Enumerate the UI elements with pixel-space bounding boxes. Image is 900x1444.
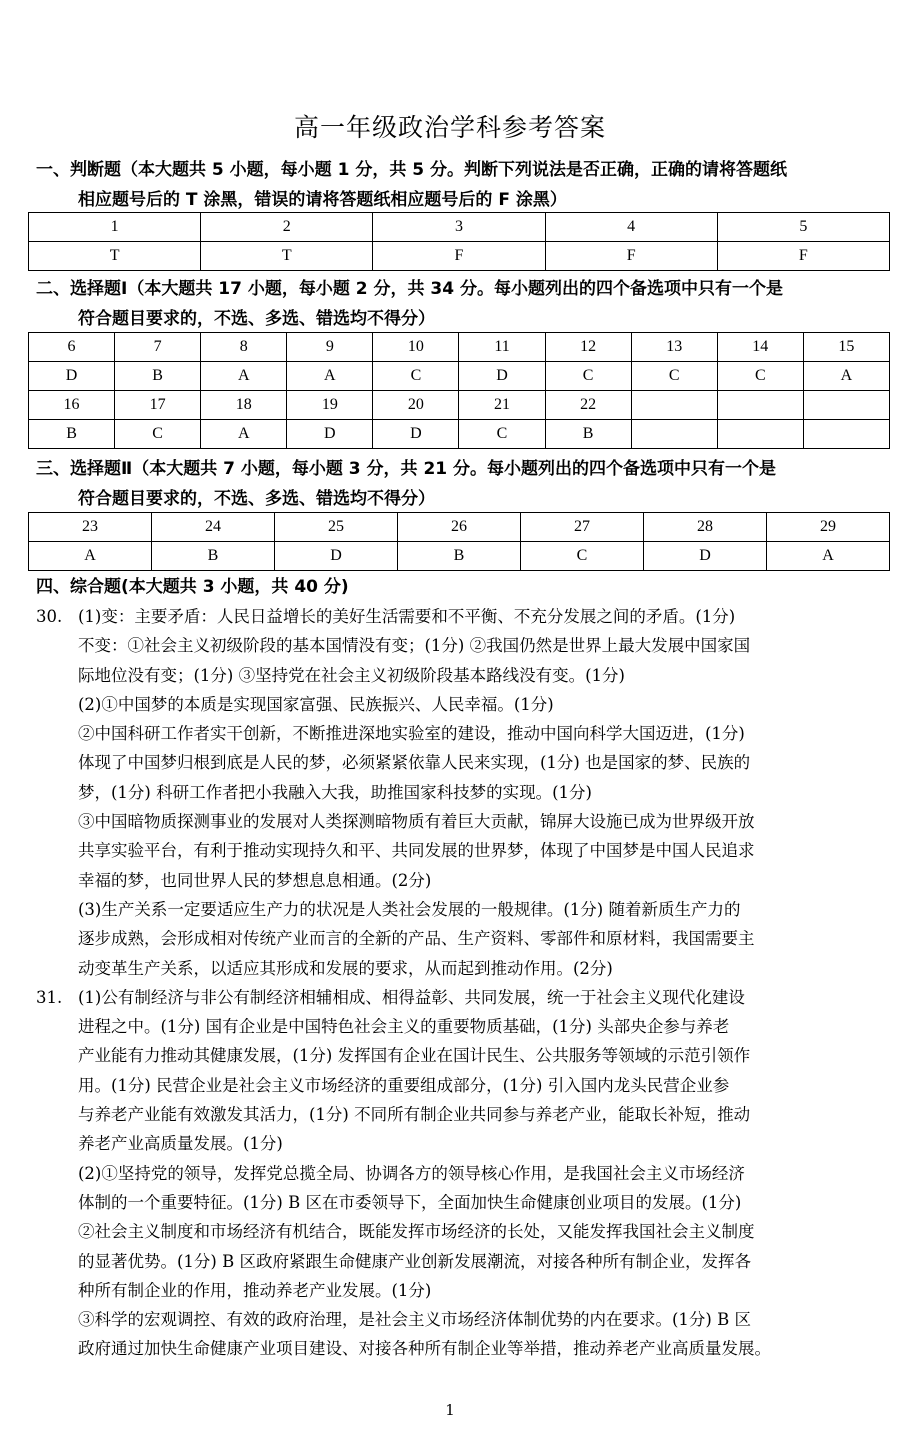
table-cell: B — [152, 542, 275, 571]
section3-heading-line2: 符合题目要求的，不选、多选、错选均不得分） — [78, 489, 435, 509]
table-cell: C — [521, 542, 644, 571]
table-cell: 13 — [631, 333, 717, 362]
table-cell — [631, 391, 717, 420]
table-cell: 3 — [373, 213, 545, 242]
answer-line: ②社会主义制度和市场经济有机结合，既能发挥市场经济的长处，又能发挥我国社会主义制度 — [78, 1222, 755, 1242]
section2-heading — [36, 274, 886, 334]
table-cell: B — [545, 420, 631, 449]
table-cell: T — [29, 242, 201, 271]
table-cell: 21 — [459, 391, 545, 420]
table-cell: F — [717, 242, 889, 271]
section4-heading: 四、综合题(本大题共 3 小题，共 40 分) — [36, 577, 349, 597]
section2-number-row-2 — [29, 391, 890, 420]
answer-line: ②中国科研工作者实干创新，不断推进深地实验室的建设，推动中国向科学大国迈进，(1分) — [78, 724, 745, 744]
table-cell: 14 — [717, 333, 803, 362]
table-cell: 25 — [275, 513, 398, 542]
table-cell: C — [631, 362, 717, 391]
table-cell: C — [373, 362, 459, 391]
table-cell: 1 — [29, 213, 201, 242]
section3-answer-row — [29, 542, 890, 571]
answer-line: 的显著优势。(1分) B 区政府紧跟生命健康产业创新发展潮流，对接各种所有制企业，发挥各 — [78, 1251, 751, 1271]
table-cell: 16 — [29, 391, 115, 420]
table-cell: C — [459, 420, 545, 449]
answer-line: 体现了中国梦归根到底是人民的梦，必须紧紧依靠人民来实现，(1分) 也是国家的梦、民族的 — [78, 753, 751, 773]
table-cell: 11 — [459, 333, 545, 362]
answer-line: (2)①中国梦的本质是实现国家富强、民族振兴、人民幸福。(1分) — [78, 694, 554, 714]
answer-line: 动变革生产关系，以适应其形成和发展的要求，从而起到推动作用。(2分) — [78, 958, 613, 978]
answer-line: (3)生产关系一定要适应生产力的状况是人类社会发展的一般规律。(1分) 随着新质生产力的 — [78, 899, 741, 919]
section3-answer-table — [28, 512, 890, 571]
table-cell: T — [201, 242, 373, 271]
question-number: 30. — [36, 607, 63, 626]
table-cell: 27 — [521, 513, 644, 542]
table-cell: 5 — [717, 213, 889, 242]
table-cell — [803, 391, 889, 420]
table-cell: B — [115, 362, 201, 391]
table-cell: A — [201, 362, 287, 391]
table-cell: 12 — [545, 333, 631, 362]
table-cell: 26 — [398, 513, 521, 542]
answer-line: 梦，(1分) 科研工作者把小我融入大我，助推国家科技梦的实现。(1分) — [78, 782, 592, 802]
answer-line: (1)公有制经济与非公有制经济相辅相成、相得益彰、共同发展，统一于社会主义现代化建设 — [78, 987, 745, 1007]
section3-number-row — [29, 513, 890, 542]
table-cell: F — [545, 242, 717, 271]
table-cell: 4 — [545, 213, 717, 242]
section1-heading — [36, 155, 886, 215]
answer-line: 产业能有力推动其健康发展，(1分) 发挥国有企业在国计民生、公共服务等领域的示范引领作 — [78, 1046, 751, 1066]
table-cell — [631, 420, 717, 449]
answer-line: 不变：①社会主义初级阶段的基本国情没有变；(1分) ②我国仍然是世界上最大发展中国家国 — [78, 636, 751, 656]
answer-line: 幸福的梦，也同世界人民的梦想息息相通。(2分) — [78, 870, 432, 890]
answer-line: (2)①坚持党的领导，发挥党总揽全局、协调各方的领导核心作用，是我国社会主义市场经济 — [78, 1163, 745, 1183]
answer-line: 共享实验平台，有利于推动实现持久和平、共同发展的世界梦，体现了中国梦是中国人民追求 — [78, 841, 755, 861]
section2-heading-line1: 二、选择题Ⅰ（本大题共 17 小题，每小题 2 分，共 34 分。每小题列出的四个备选项中只有一个是 — [36, 279, 783, 299]
section1-number-row — [29, 213, 890, 242]
table-cell: 7 — [115, 333, 201, 362]
question-30 — [36, 602, 884, 983]
table-cell: D — [29, 362, 115, 391]
answer-line: 逐步成熟，会形成相对传统产业而言的全新的产品、生产资料、零部件和原材料，我国需要主 — [78, 929, 755, 949]
answer-line: 进程之中。(1分) 国有企业是中国特色社会主义的重要物质基础，(1分) 头部央企参与养老 — [78, 1017, 730, 1037]
answer-line: ③科学的宏观调控、有效的政府治理，是社会主义市场经济体制优势的内在要求。(1分) B 区 — [78, 1310, 751, 1330]
section2-answer-table — [28, 332, 890, 449]
table-cell: 29 — [767, 513, 890, 542]
table-cell: 23 — [29, 513, 152, 542]
table-cell: D — [373, 420, 459, 449]
table-cell: 6 — [29, 333, 115, 362]
table-cell: C — [717, 362, 803, 391]
table-cell: 18 — [201, 391, 287, 420]
section1-answer-row — [29, 242, 890, 271]
section2-answer-row-2 — [29, 420, 890, 449]
table-cell: 15 — [803, 333, 889, 362]
page-number: 1 — [445, 1401, 455, 1419]
table-cell: A — [803, 362, 889, 391]
section4-body — [36, 602, 884, 1364]
section3-heading-line1: 三、选择题Ⅱ（本大题共 7 小题，每小题 3 分，共 21 分。每小题列出的四个备选项中只有一个是 — [36, 459, 777, 479]
table-cell: D — [275, 542, 398, 571]
section3-heading — [36, 454, 886, 514]
table-cell: 22 — [545, 391, 631, 420]
table-cell: 10 — [373, 333, 459, 362]
answer-line: 用。(1分) 民营企业是社会主义市场经济的重要组成部分，(1分) 引入国内龙头民营企业参 — [78, 1075, 730, 1095]
section2-heading-line2: 符合题目要求的，不选、多选、错选均不得分） — [78, 309, 435, 329]
question-31 — [36, 983, 884, 1364]
table-cell: F — [373, 242, 545, 271]
table-cell: 20 — [373, 391, 459, 420]
section2-answer-row-1 — [29, 362, 890, 391]
table-cell: C — [545, 362, 631, 391]
table-cell: D — [459, 362, 545, 391]
section1-heading-line2: 相应题号后的 T 涂黑，错误的请将答题纸相应题号后的 F 涂黑） — [78, 190, 567, 210]
table-cell: D — [644, 542, 767, 571]
page-title: 高一年级政治学科参考答案 — [293, 113, 606, 142]
table-cell: B — [398, 542, 521, 571]
answer-line: 体制的一个重要特征。(1分) B 区在市委领导下，全面加快生命健康创业项目的发展。(1分) — [78, 1192, 742, 1212]
table-cell — [717, 420, 803, 449]
answer-line: 与养老产业能有效激发其活力，(1分) 不同所有制企业共同参与养老产业，能取长补短，推动 — [78, 1105, 751, 1125]
table-cell: 9 — [287, 333, 373, 362]
table-cell: D — [287, 420, 373, 449]
table-cell: A — [767, 542, 890, 571]
table-cell: C — [115, 420, 201, 449]
section1-heading-line1: 一、判断题（本大题共 5 小题，每小题 1 分，共 5 分。判断下列说法是否正确，正确的请将答题纸 — [36, 160, 787, 180]
answer-line: ③中国暗物质探测事业的发展对人类探测暗物质有着巨大贡献，锦屏大设施已成为世界级开放 — [78, 812, 755, 832]
table-cell: 17 — [115, 391, 201, 420]
answer-line: 际地位没有变；(1分) ③坚持党在社会主义初级阶段基本路线没有变。(1分) — [78, 665, 625, 685]
section1-answer-table — [28, 212, 890, 271]
table-cell: A — [287, 362, 373, 391]
answer-line: 种所有制企业的作用，推动养老产业发展。(1分) — [78, 1280, 432, 1300]
table-cell: B — [29, 420, 115, 449]
section2-number-row-1 — [29, 333, 890, 362]
table-cell: 19 — [287, 391, 373, 420]
answer-line: 养老产业高质量发展。(1分) — [78, 1134, 283, 1154]
table-cell — [803, 420, 889, 449]
table-cell — [717, 391, 803, 420]
table-cell: 2 — [201, 213, 373, 242]
table-cell: 28 — [644, 513, 767, 542]
answer-line: (1)变：主要矛盾：人民日益增长的美好生活需要和不平衡、不充分发展之间的矛盾。(1分) — [78, 607, 736, 626]
answer-line: 政府通过加快生命健康产业项目建设、对接各种所有制企业等举措，推动养老产业高质量发展。 — [78, 1339, 771, 1359]
table-cell: 24 — [152, 513, 275, 542]
question-number: 31. — [36, 987, 63, 1007]
table-cell: A — [29, 542, 152, 571]
table-cell: A — [201, 420, 287, 449]
table-cell: 8 — [201, 333, 287, 362]
